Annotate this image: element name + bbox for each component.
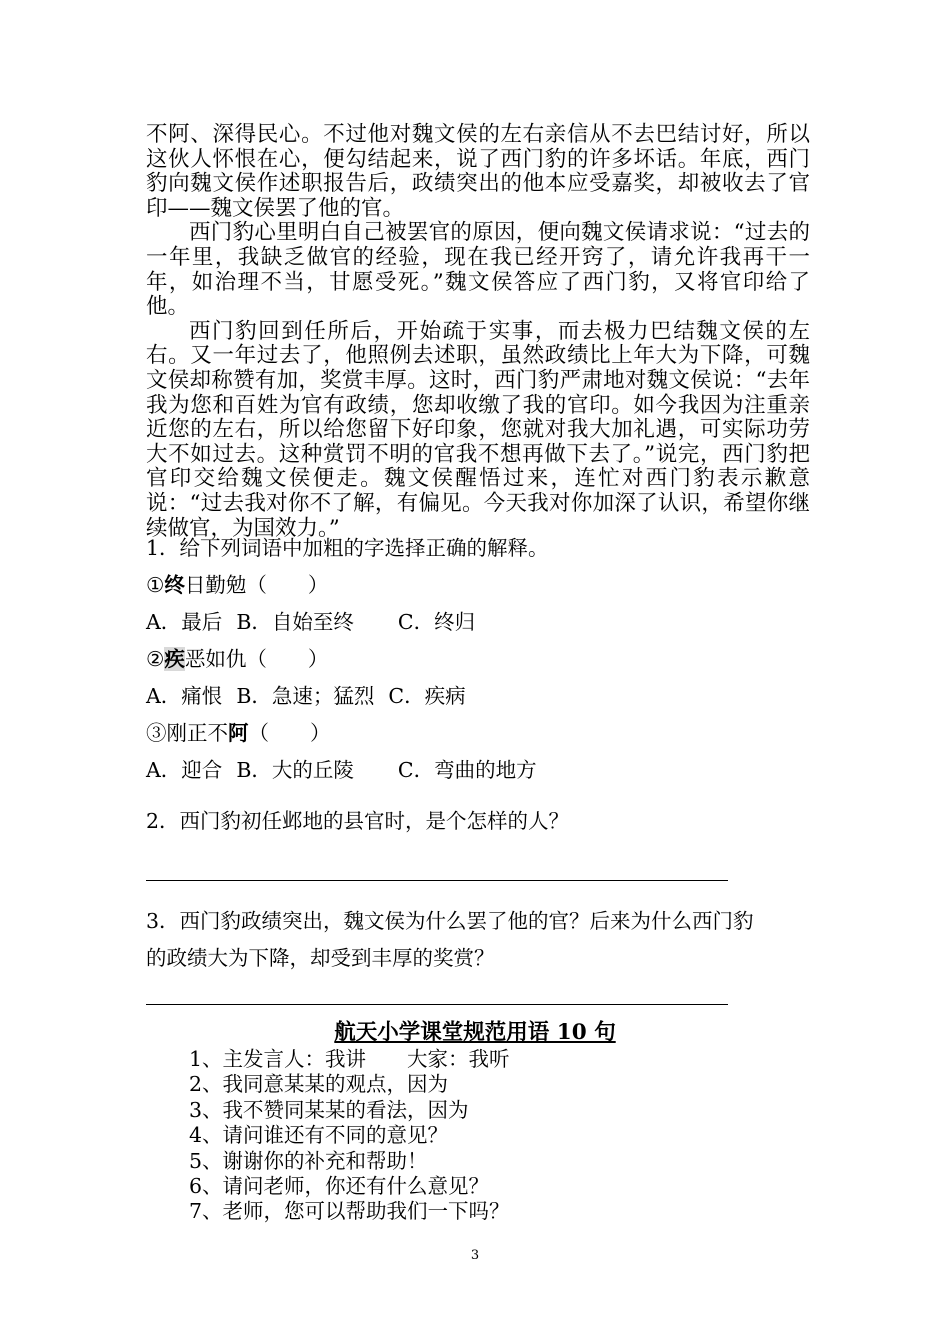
question-2-prompt: 2．西门豹初任邺地的县官时，是个怎样的人？ [146, 809, 570, 833]
rules-title: 航天小学课堂规范用语 10 句 [334, 1020, 616, 1045]
reading-passage [146, 123, 810, 541]
passage-paragraph-2: 西门豹心里明白自己被罢官的原因，便向魏文侯请求说：“过去的一年里，我缺乏做官的经验，现在我已经开窍了，请允许我再干一年，如治理不当，甘愿受死。”魏文侯答应了西门豹，又将官印给了他。 [146, 220, 810, 320]
item-marker: ① [146, 573, 165, 597]
option-b: B．自始至终 [236, 610, 354, 634]
item-marker: ③ [146, 721, 167, 745]
item-text-before: 刚正不 [166, 721, 228, 745]
option-a: A．最后 [146, 610, 223, 634]
question-1-item-3 [146, 720, 331, 746]
question-2-answer-line[interactable] [146, 880, 728, 881]
option-b: B．急速；猛烈 [236, 684, 375, 708]
item-text: 日勤勉（ ） [184, 573, 329, 597]
question-1-item-1-options [146, 609, 475, 635]
question-3-prompt-line-1: 3．西门豹政绩突出，魏文侯为什么罢了他的官？后来为什么西门豹 [146, 909, 754, 933]
option-c: C．疾病 [388, 684, 466, 708]
rule-item: 4、请问谁还有不同的意见？ [189, 1123, 449, 1148]
passage-paragraph-3: 西门豹回到任所后，开始疏于实事，而去极力巴结魏文侯的左右。又一年过去了，他照例去述职，虽然政绩比上年大为下降，可魏文侯却称赞有加，奖赏丰厚。这时，西门豹严肃地对魏文侯说：“去年我为您和百姓为官有政绩，您却收缴了我的官印。如今我因为注重亲近您的左右，所以给您留下好印象，您就对我大加礼遇，可实际功劳大不如过去。这种赏罚不明的官我不想再做下去了。”说完，西门豹把官印交给魏文侯便走。魏文侯醒悟过来，连忙对西门豹表示歉意说：“过去我对你不了解，有偏见。今天我对你加深了认识，希望你继续做官，为国效力。” [146, 318, 810, 541]
rule-item: 3、我不赞同某某的看法，因为 [189, 1097, 469, 1122]
rule-item: 7、老师，您可以帮助我们一下吗？ [189, 1199, 510, 1224]
bold-character: 阿 [228, 721, 249, 745]
question-1-item-2-options [146, 683, 466, 709]
question-1-item-3-options [146, 757, 537, 783]
item-marker: ② [146, 647, 165, 671]
option-a: A．痛恨 [146, 684, 223, 708]
question-1-item-1 [146, 572, 328, 598]
option-b: B．大的丘陵 [236, 758, 354, 782]
rule-item: 2、我同意某某的观点，因为 [189, 1072, 449, 1097]
bold-character: 疾 [164, 647, 185, 671]
option-c: C．弯曲的地方 [397, 758, 537, 782]
rule-item: 5、谢谢你的补充和帮助！ [189, 1148, 428, 1173]
bold-character: 终 [164, 573, 185, 597]
item-text: 恶如仇（ ） [184, 647, 329, 671]
option-c: C．终归 [397, 610, 476, 634]
question-3-prompt-line-2: 的政绩大为下降，却受到丰厚的奖赏？ [146, 946, 495, 970]
question-1-item-2 [146, 646, 328, 672]
item-text: （ ） [248, 721, 331, 745]
rule-item: 6、请问老师，你还有什么意见？ [189, 1174, 490, 1199]
rules-list [189, 1047, 510, 1225]
passage-paragraph-1: 不阿、深得民心。不过他对魏文侯的左右亲信从不去巴结讨好，所以这伙人怀恨在心，便勾结起来，说了西门豹的许多坏话。年底，西门豹向魏文侯作述职报告后，政绩突出的他本应受嘉奖，却被收去了官印——魏文侯罢了他的官。 [146, 122, 810, 221]
rule-item: 1、主发言人：我讲 大家：我听 [189, 1047, 510, 1071]
question-1-prompt: 1．给下列词语中加粗的字选择正确的解释。 [146, 536, 549, 560]
page-number: 3 [470, 1248, 480, 1263]
option-a: A．迎合 [146, 758, 223, 782]
question-3-answer-line[interactable] [146, 1004, 728, 1005]
